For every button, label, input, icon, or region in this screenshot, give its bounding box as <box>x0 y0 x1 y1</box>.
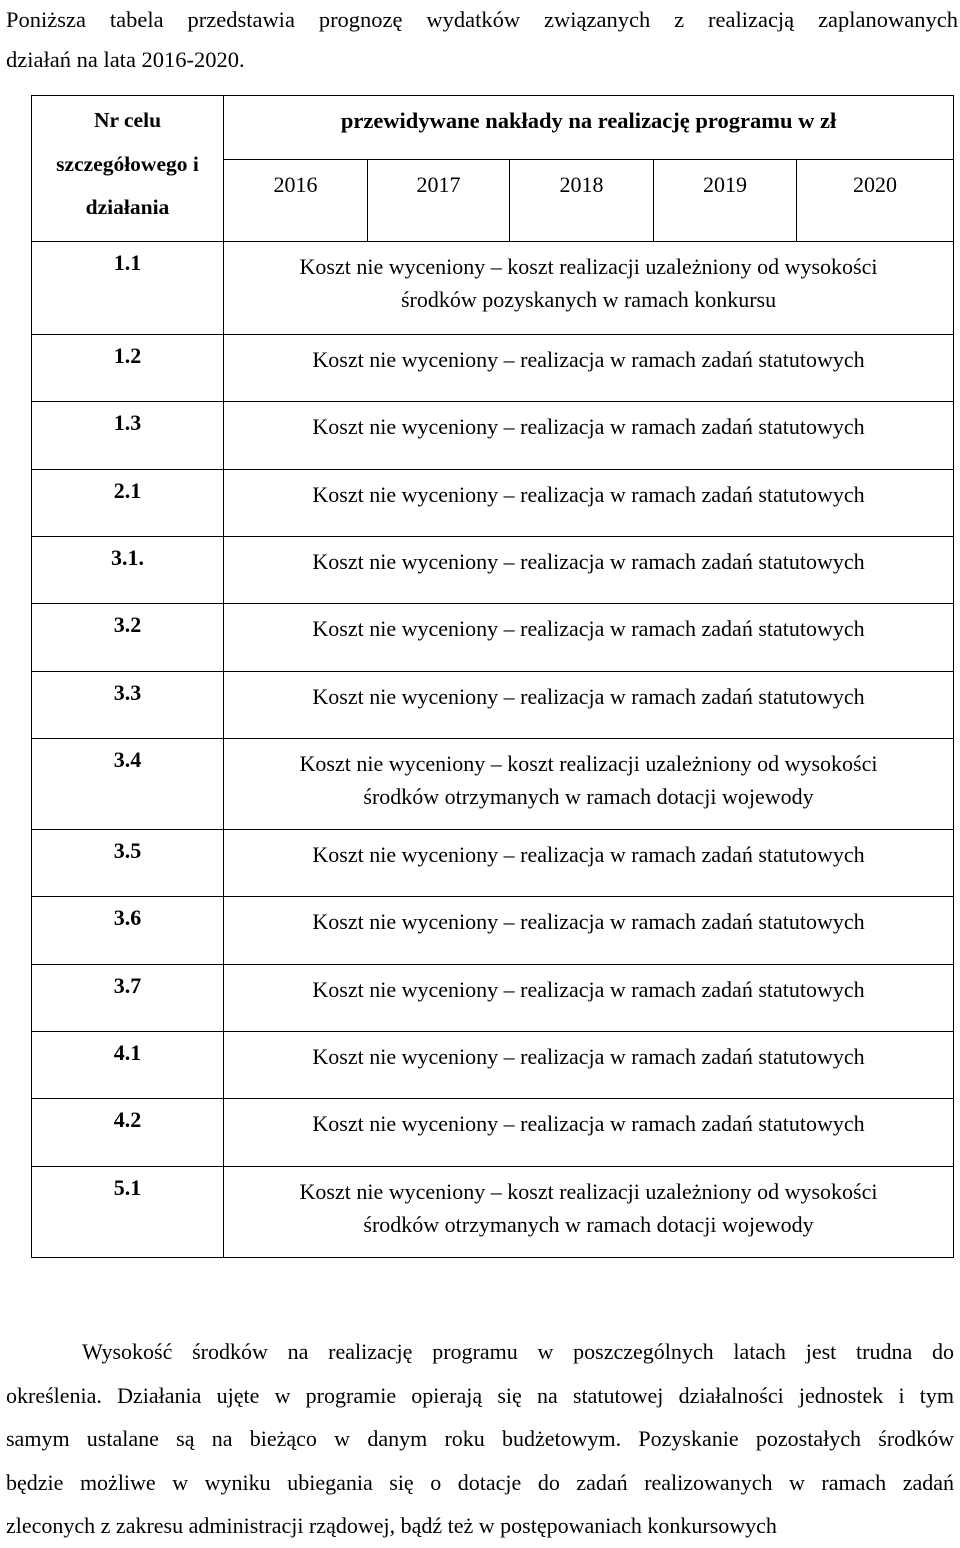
row-number: 1.2 <box>32 335 224 402</box>
row-text-line: Koszt nie wyceniony – realizacja w ramach zadań statutowych <box>312 414 865 439</box>
header-goal-line: szczegółowego i <box>56 151 199 176</box>
table-header-row <box>32 96 954 160</box>
table-row <box>32 1099 954 1167</box>
row-number: 3.3 <box>32 672 224 739</box>
table-row <box>32 1167 954 1258</box>
row-text-line: Koszt nie wyceniony – realizacja w ramach zadań statutowych <box>312 482 865 507</box>
table-row <box>32 897 954 965</box>
intro-paragraph <box>6 0 958 80</box>
table-row <box>32 335 954 402</box>
header-title: przewidywane nakłady na realizację programu w zł <box>224 96 954 160</box>
row-text-line: Koszt nie wyceniony – realizacja w ramach zadań statutowych <box>312 1044 865 1069</box>
row-text-line: Koszt nie wyceniony – realizacja w ramach zadań statutowych <box>312 909 865 934</box>
outro-line: samym ustalane są na bieżąco w danym roku budżetowym. Pozyskanie pozostałych środków <box>6 1426 954 1451</box>
row-description <box>224 537 954 604</box>
row-text-line: Koszt nie wyceniony – realizacja w ramach zadań statutowych <box>312 347 865 372</box>
header-goal-line: działania <box>85 195 170 219</box>
row-description <box>224 1032 954 1099</box>
row-number: 5.1 <box>32 1167 224 1258</box>
row-number: 4.1 <box>32 1032 224 1099</box>
year-2018: 2018 <box>510 160 654 242</box>
row-number: 1.3 <box>32 402 224 470</box>
row-description <box>224 1099 954 1167</box>
row-text-line: Koszt nie wyceniony – realizacja w ramach zadań statutowych <box>312 1111 865 1136</box>
row-description <box>224 739 954 830</box>
table-row <box>32 402 954 470</box>
row-text-line: Koszt nie wyceniony – realizacja w ramach zadań statutowych <box>312 684 865 709</box>
row-text-line: środków otrzymanych w ramach dotacji wojewody <box>363 1212 814 1237</box>
outro-line: zleconych z zakresu administracji rządowej, bądź też w postępowaniach konkursowych <box>6 1513 777 1538</box>
row-number: 3.7 <box>32 965 224 1032</box>
header-goal-number <box>32 96 224 242</box>
intro-line: Poniższa tabela przedstawia prognozę wydatków związanych z realizacją zaplanowanych <box>6 7 958 32</box>
row-description <box>224 402 954 470</box>
outro-line: określenia. Działania ujęte w programie opierają się na statutowej działalności jednostek i tym <box>6 1382 954 1408</box>
outro-line: będzie możliwe w wyniku ubiegania się o dotacje do zadań realizowanych w ramach zadań <box>6 1469 954 1495</box>
table-row <box>32 1032 954 1099</box>
table-row <box>32 470 954 537</box>
row-description <box>224 604 954 672</box>
row-number: 1.1 <box>32 242 224 335</box>
intro-line: działań na lata 2016-2020. <box>6 47 245 72</box>
row-number: 3.5 <box>32 830 224 897</box>
table-row <box>32 739 954 830</box>
outro-paragraph <box>6 1330 954 1548</box>
row-description <box>224 672 954 739</box>
year-2020: 2020 <box>797 160 954 242</box>
year-2016: 2016 <box>224 160 368 242</box>
year-2017: 2017 <box>368 160 510 242</box>
row-text-line: Koszt nie wyceniony – koszt realizacji uzależniony od wysokości <box>299 751 878 776</box>
header-goal-line: Nr celu <box>93 108 162 132</box>
year-2019: 2019 <box>654 160 797 242</box>
row-description <box>224 897 954 965</box>
table-row <box>32 604 954 672</box>
outro-line: Wysokość środków na realizację programu w poszczególnych latach jest trudna do <box>82 1339 954 1364</box>
row-text-line: Koszt nie wyceniony – koszt realizacji uzależniony od wysokości <box>299 1179 878 1204</box>
table-row <box>32 830 954 897</box>
expenditure-table <box>31 95 954 1258</box>
row-number: 3.2 <box>32 604 224 672</box>
row-text-line: Koszt nie wyceniony – realizacja w ramach zadań statutowych <box>312 616 865 641</box>
row-text-line: środków otrzymanych w ramach dotacji wojewody <box>363 784 814 809</box>
row-description <box>224 1167 954 1258</box>
row-number: 3.6 <box>32 897 224 965</box>
row-number: 2.1 <box>32 470 224 537</box>
table-row <box>32 672 954 739</box>
row-description <box>224 242 954 335</box>
row-text-line: Koszt nie wyceniony – realizacja w ramach zadań statutowych <box>312 549 865 574</box>
row-text-line: środków pozyskanych w ramach konkursu <box>400 287 777 312</box>
row-number: 3.4 <box>32 739 224 830</box>
table-row <box>32 242 954 335</box>
row-description <box>224 830 954 897</box>
row-number: 3.1. <box>32 537 224 604</box>
row-description <box>224 470 954 537</box>
row-description <box>224 965 954 1032</box>
row-text-line: Koszt nie wyceniony – koszt realizacji uzależniony od wysokości <box>299 254 878 279</box>
table-row <box>32 537 954 604</box>
row-text-line: Koszt nie wyceniony – realizacja w ramach zadań statutowych <box>312 977 865 1002</box>
row-number: 4.2 <box>32 1099 224 1167</box>
row-text-line: Koszt nie wyceniony – realizacja w ramach zadań statutowych <box>312 842 865 867</box>
table-row <box>32 965 954 1032</box>
row-description <box>224 335 954 402</box>
